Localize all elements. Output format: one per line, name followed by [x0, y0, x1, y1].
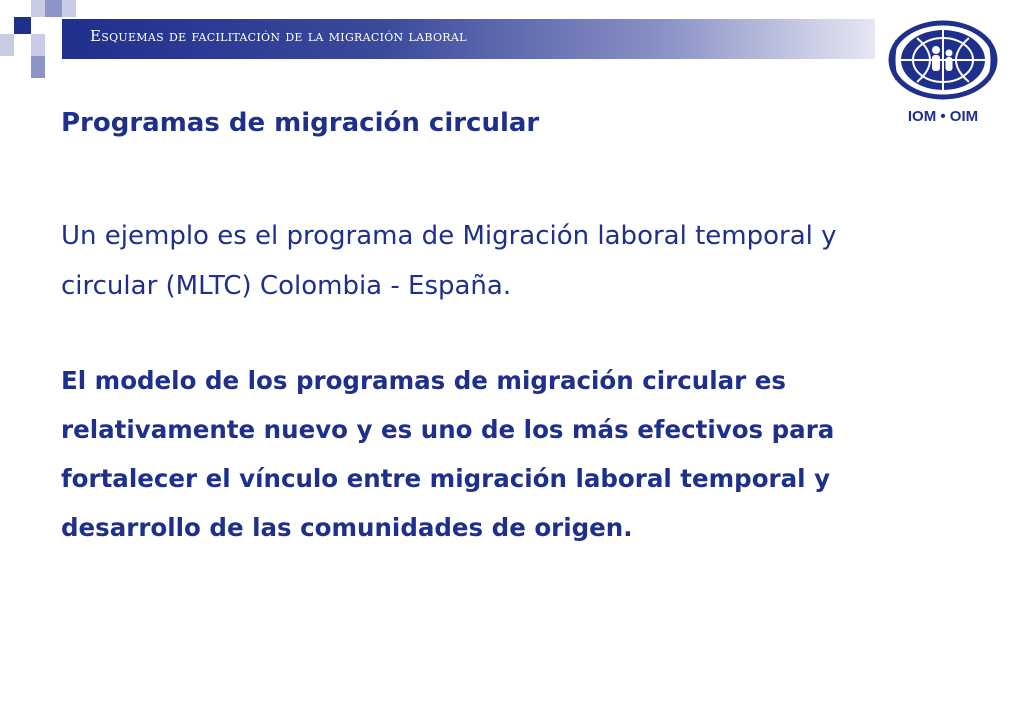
- banner-title: Esquemas de facilitación de la migración laboral: [90, 27, 467, 45]
- header-banner: [62, 19, 875, 59]
- decor-square: [14, 17, 31, 34]
- decor-square: [14, 34, 31, 56]
- iom-logo-icon: [887, 20, 999, 100]
- decor-square: [31, 0, 45, 17]
- body-paragraph-model: El modelo de los programas de migración circular es relativamente nuevo y es uno de los más efectivos para fortalecer el vínculo entre migración laboral temporal y desarrollo de las comunidades de origen.: [61, 366, 835, 542]
- slide-title: Programas de migración circular: [61, 108, 540, 138]
- decor-square: [45, 17, 62, 34]
- decor-square: [0, 0, 14, 14]
- decor-square: [31, 56, 45, 78]
- decor-square: [45, 0, 62, 17]
- decor-square: [62, 0, 76, 17]
- decor-square: [45, 34, 62, 56]
- logo-caption: IOM • OIM: [907, 108, 979, 125]
- body-paragraph-example: Un ejemplo es el programa de Migración laboral temporal y circular (MLTC) Colombia - España.: [61, 221, 837, 301]
- decor-square: [0, 34, 14, 56]
- decor-square: [31, 34, 45, 56]
